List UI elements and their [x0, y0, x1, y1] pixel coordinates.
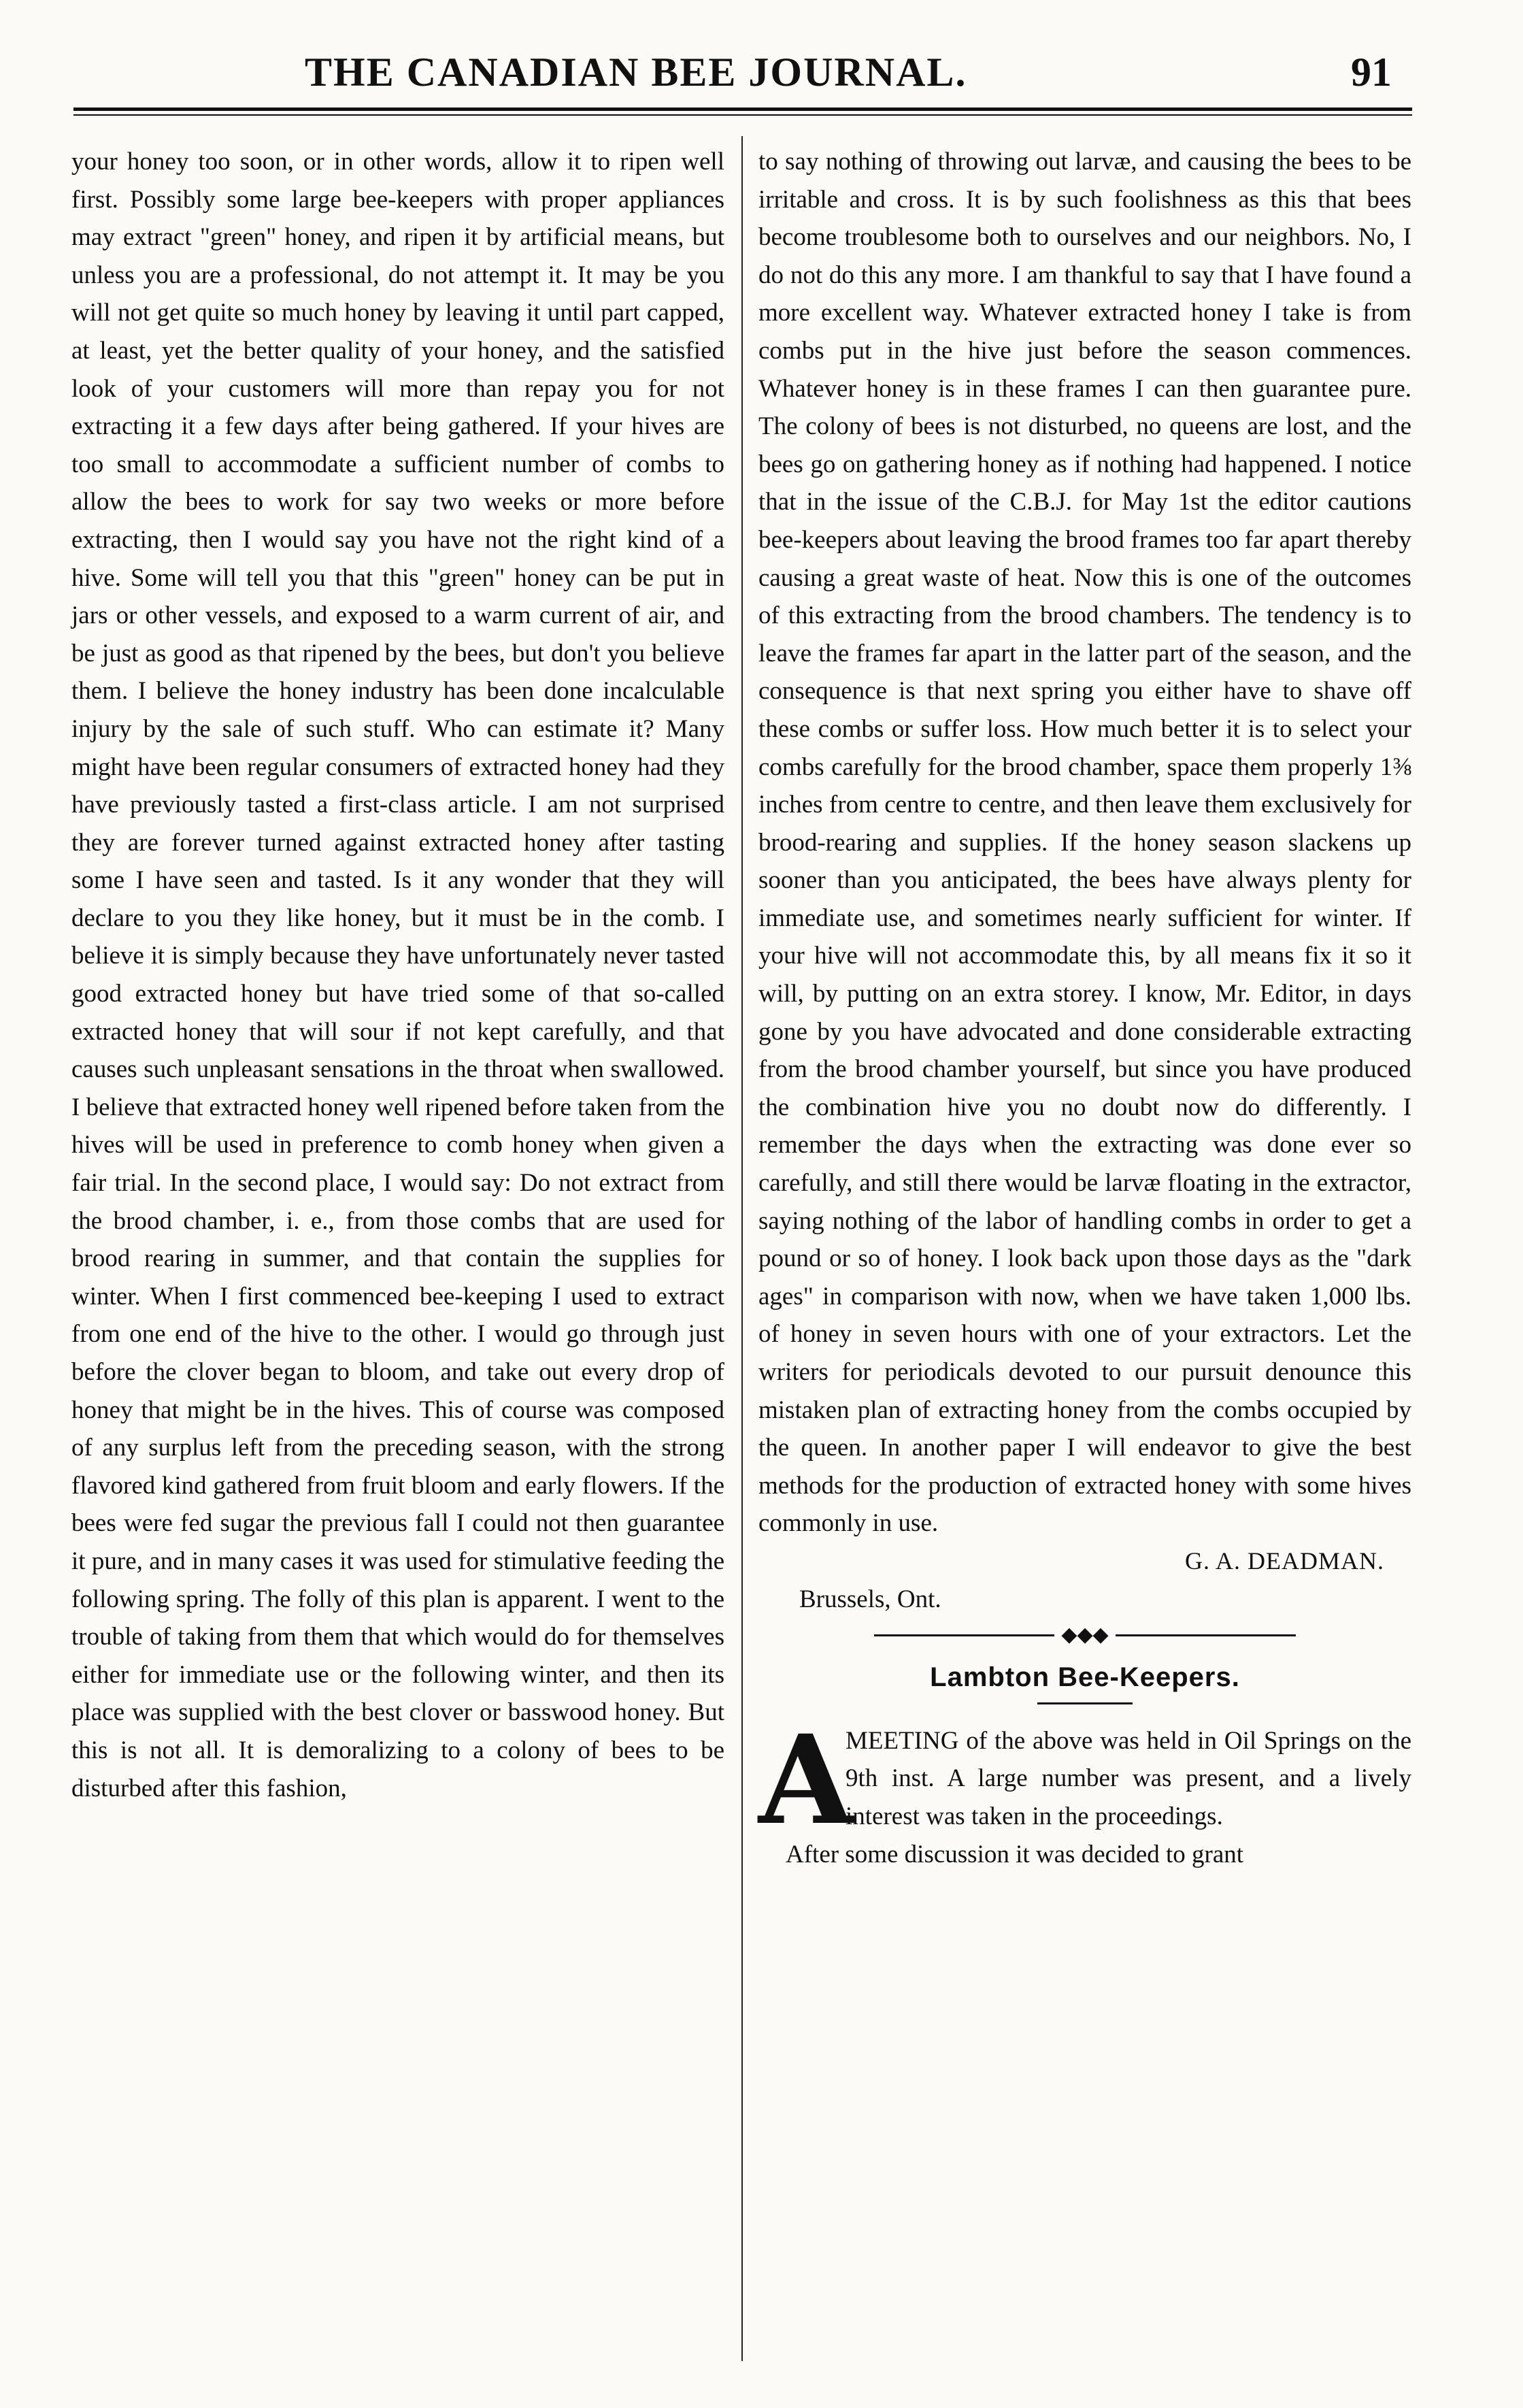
section-paragraph-2: After some discussion it was decided to grant: [786, 1840, 1244, 1868]
header-rule-thin: [73, 114, 1412, 116]
header-rule: [73, 108, 1412, 111]
section-paragraph: MEETING of the above was held in Oil Springs on the 9th inst. A large number was present, and a lively interest was taken in the proceedings.: [846, 1726, 1411, 1830]
journal-title: THE CANADIAN BEE JOURNAL.: [305, 50, 967, 95]
column-divider: [741, 136, 743, 2361]
left-column: [71, 143, 724, 1807]
page-number: 91: [1351, 50, 1392, 95]
author-place: Brussels, Ont.: [799, 1585, 941, 1613]
page-header: [73, 49, 1412, 110]
right-column-text: to say nothing of throwing out larvæ, and causing the bees to be irritable and cross. It is by such foolishness as this that bees become troublesome both to ourselves and our neighbors. No, I do not do this any more. I am thankful to say that I have found a more excellent way. Whatever extracted honey I take is from combs put in the hive just before the season commences. Whatever honey is in these frames I can then guarantee pure. The colony of bees is not disturbed, no queens are lost, and the bees go on gathering honey as if nothing had happened. I notice that in the issue of the C.B.J. for May 1st the editor cautions bee-keepers about leaving the brood frames too far apart thereby causing a great waste of heat. Now this is one of the outcomes of this extracting from the brood chambers. The tendency is to leave the frames far apart in the latter part of the season, and the consequence is that next spring you either have to shave off these combs or suffer loss. How much better it is to select your combs carefully for the brood chamber, space them properly 1⅜ inches from centre to centre, and then leave them exclusively for brood-rearing and supplies. If the honey season slackens up sooner than you anticipated, the bees have always plenty for immediate use, and sometimes nearly sufficient for winter. If your hive will not accommodate this, by all means fix it so it will, by putting on an extra storey. I know, Mr. Editor, in days gone by you have advocated and done considerable extracting from the brood chamber yourself, but since you have produced the combination hive you no doubt now do differently. I remember the days when the extracting was done ever so carefully, and still there would be larvæ floating in the extractor, saying nothing of the labor of handling combs in order to get a pound or so of honey. I look back upon those days as the "dark ages" in comparison with now, when we have taken 1,000 lbs. of honey in seven hours with one of your extractors. Let the writers for periodicals devoted to our pursuit denounce this mistaken plan of extracting honey from the combs occupied by the queen. In another paper I will endeavor to give the best methods for the production of extracted honey with some hives commonly in use.: [758, 148, 1411, 1538]
author-signature: G. A. DEADMAN.: [1185, 1547, 1384, 1574]
section-body: [758, 1708, 1411, 1873]
left-column-text: your honey too soon, or in other words, allow it to ripen well first. Possibly some large bee-keepers with proper appliances may extract "green" honey, and ripen it by artificial means, but unless you are a professional, do not attempt it. It may be you will not get quite so much honey by leaving it until part capped, at least, yet the better quality of your honey, and the satisfied look of your customers will more than repay you for not extracting it a few days after being gathered. If your hives are too small to accommodate a sufficient number of combs to allow the bees to work for say two weeks or more before extracting, then I would say you have not the right kind of a hive. Some will tell you that this "green" honey can be put in jars or other vessels, and exposed to a warm current of air, and be just as good as that ripened by the bees, but don't you believe them. I believe the honey industry has been done incalculable injury by the sale of such stuff. Who can estimate it? Many might have been regular consumers of extracted honey had they have previously tasted a first-class article. I am not surprised they are forever turned against extracted honey after tasting some I have seen and tasted. Is it any wonder that they will declare to you they like honey, but it must be in the comb. I believe it is simply because they have unfortunately never tasted good extracted honey but have tried some of that so-called extracted honey that will sour if not kept carefully, and that causes such unpleasant sensations in the throat when swallowed. I believe that extracted honey well ripened before taken from the hives will be used in preference to comb honey when given a fair trial. In the second place, I would say: Do not extract from the brood chamber, i. e., from those combs that are used for brood rearing in summer, and that contain the supplies for winter. When I first commenced bee-keeping I used to extract from one end of the hive to the other. I would go through just before the clover began to bloom, and take out every drop of honey that might be in the hives. This of course was composed of any surplus left from the preceding season, with the strong flavored kind gathered from fruit bloom and early flowers. If the bees were fed sugar the previous fall I could not then guarantee it pure, and in many cases it was used for stimulative feeding the following spring. The folly of this plan is apparent. I went to the trouble of taking from them that which would do for themselves either for immediate use or the following winter, and then its place was supplied with the best clover or basswood honey. But this is not all. It is demoralizing to a colony of bees to be disturbed after this fashion,: [71, 148, 724, 1802]
drop-cap: A: [758, 1708, 854, 1852]
section-ornament: ◆◆◆: [874, 1625, 1296, 1645]
section-heading: Lambton Bee-Keepers.: [930, 1662, 1240, 1693]
right-column: [758, 143, 1411, 1873]
section-heading-rule: [1037, 1702, 1133, 1704]
